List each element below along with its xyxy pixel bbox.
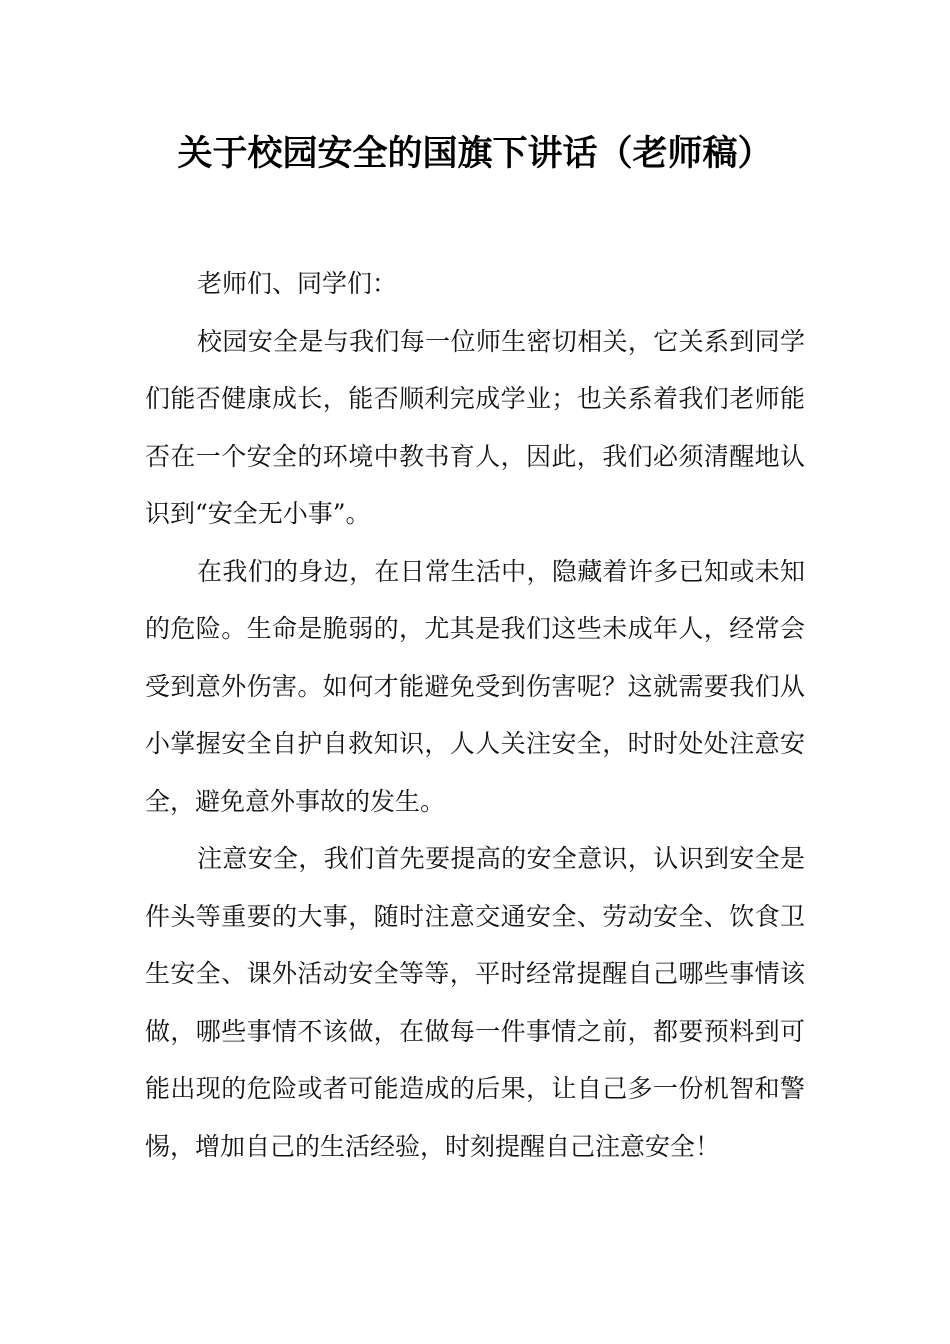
document-body <box>145 255 805 1175</box>
greeting-line: 老师们、同学们： <box>197 269 398 298</box>
document-title: 关于校园安全的国旗下讲话（老师稿） <box>177 134 773 174</box>
paragraph-1: 校园安全是与我们每一位师生密切相关，它关系到同学们能否健康成长，能否顺利完成学业；也关系着我们老师能否在一个安全的环境中教书育人，因此，我们必须清醒地认识到“安全无小事”。 <box>145 326 805 528</box>
paragraph-3: 注意安全，我们首先要提高的安全意识，认识到安全是件头等重要的大事，随时注意交通安全、劳动安全、饮食卫生安全、课外活动安全等等，平时经常提醒自己哪些事情该做，哪些事情不该做，在做每一件事情之前，都要预料到可能出现的危险或者可能造成的后果，让自己多一份机智和警惕，增加自己的生活经验，时刻提醒自己注意安全！ <box>145 844 805 1161</box>
paragraph-2: 在我们的身边，在日常生活中，隐藏着许多已知或未知的危险。生命是脆弱的，尤其是我们这些未成年人，经常会受到意外伤害。如何才能避免受到伤害呢？这就需要我们从小掌握安全自护自救知识，人人关注安全，时时处处注意安全，避免意外事故的发生。 <box>145 556 805 816</box>
